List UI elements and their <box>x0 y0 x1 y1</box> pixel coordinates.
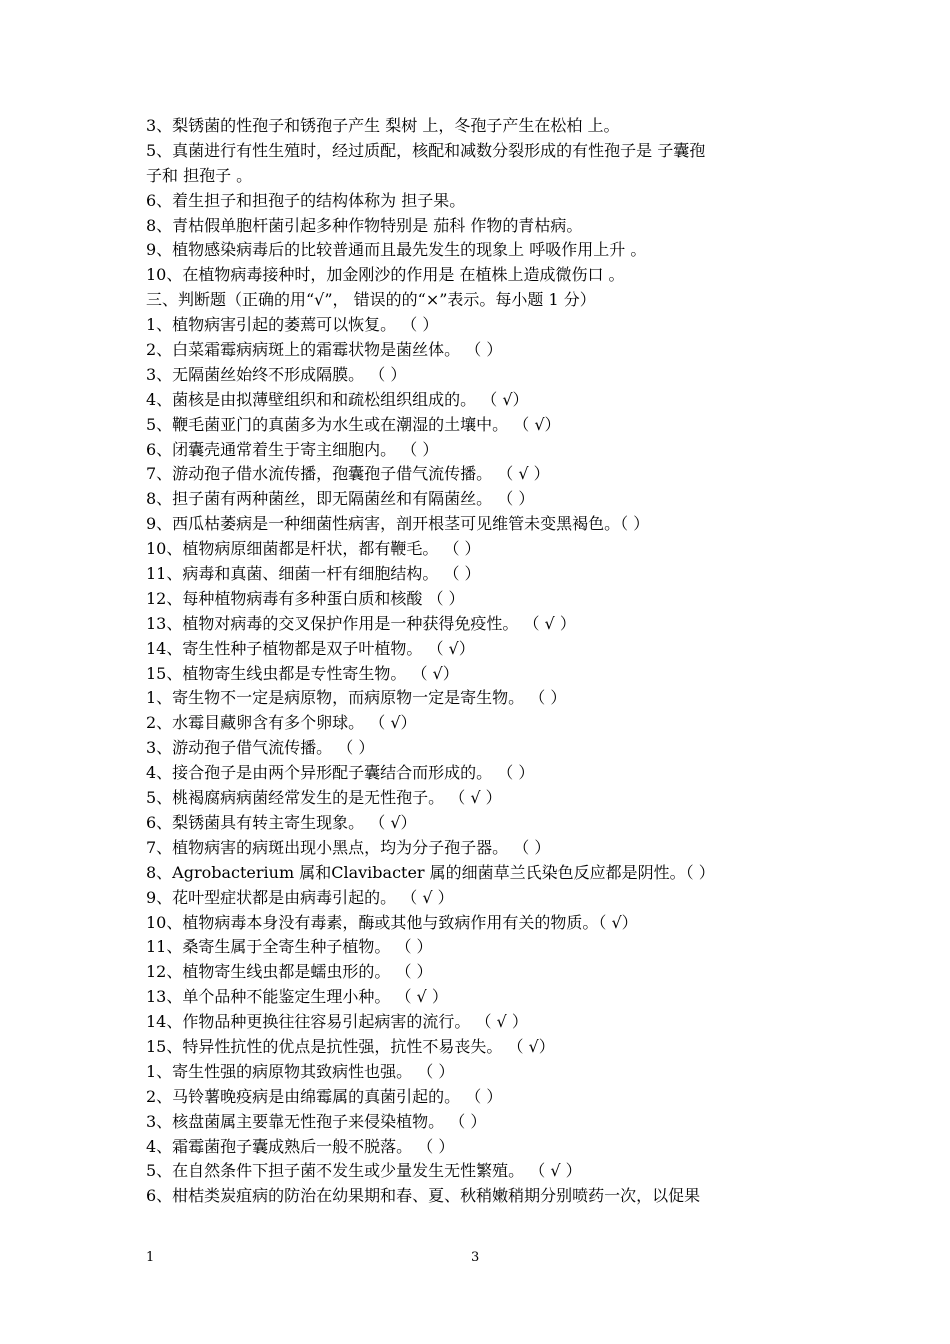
text-line: 9、西瓜枯萎病是一种细菌性病害，剖开根茎可见维管未变黑褐色。（ ） <box>146 514 650 534</box>
text-line: 9、植物感染病毒后的比较普通而且最先发生的现象上 呼吸作用上升 。 <box>146 240 647 260</box>
text-line: 3、梨锈菌的性孢子和锈孢子产生 梨树 上，冬孢子产生在松柏 上。 <box>146 116 620 135</box>
document-body <box>146 114 816 1209</box>
text-line: 子和 担孢子 。 <box>146 165 253 185</box>
text-line: 三、判断题（正确的用“√”， 错误的的“×”表示。每小题 1 分） <box>146 290 596 310</box>
text-line: 4、霜霉菌孢子囊成熟后一般不脱落。 （ ） <box>146 1136 455 1156</box>
text-line: 4、菌核是由拟薄壁组织和和疏松组织组成的。 （ √） <box>146 389 529 409</box>
text-line: 11、病毒和真菌、细菌一杆有细胞结构。 （ ） <box>146 564 481 584</box>
text-line: 5、桃褐腐病病菌经常发生的是无性孢子。 （ √ ） <box>146 788 502 808</box>
text-line: 5、鞭毛菌亚门的真菌多为水生或在潮湿的土壤中。 （ √） <box>146 414 561 434</box>
text-line: 13、单个品种不能鉴定生理小种。 （ √ ） <box>146 987 448 1007</box>
text-line: 13、植物对病毒的交叉保护作用是一种获得免疫性。 （ √ ） <box>146 613 576 633</box>
text-line: 2、白菜霜霉病病斑上的霜霉状物是菌丝体。 （ ） <box>146 340 503 360</box>
text-line: 8、担子菌有两种菌丝，即无隔菌丝和有隔菌丝。 （ ） <box>146 489 535 509</box>
text-line: 6、闭囊壳通常着生于寄主细胞内。 （ ） <box>146 439 439 459</box>
text-line: 11、桑寄生属于全寄生种子植物。 （ ） <box>146 937 433 957</box>
text-line: 10、在植物病毒接种时，加金刚沙的作用是 在植株上造成微伤口 。 <box>146 265 625 285</box>
text-line: 14、作物品种更换往往容易引起病害的流行。 （ √ ） <box>146 1012 528 1032</box>
text-line: 2、水霉目藏卵含有多个卵球。 （ √） <box>146 713 417 733</box>
text-line: 5、真菌进行有性生殖时，经过质配，核配和减数分裂形成的有性孢子是 子囊孢 <box>146 140 706 160</box>
text-line: 3、无隔菌丝始终不形成隔膜。 （ ） <box>146 364 407 384</box>
text-line: 6、梨锈菌具有转主寄生现象。 （ √） <box>146 812 417 832</box>
text-line: 12、植物寄生线虫都是蠕虫形的。 （ ） <box>146 962 433 982</box>
text-line: 15、植物寄生线虫都是专性寄生物。 （ √） <box>146 663 459 683</box>
text-line: 4、接合孢子是由两个异形配子囊结合而形成的。 （ ） <box>146 763 535 783</box>
text-line: 10、植物病原细菌都是杆状，都有鞭毛。 （ ） <box>146 539 481 559</box>
text-line: 3、游动孢子借气流传播。 （ ） <box>146 738 375 758</box>
page-number: 3 <box>471 1250 480 1265</box>
text-line: 7、游动孢子借水流传播，孢囊孢子借气流传播。 （ √ ） <box>146 464 550 484</box>
text-line: 10、植物病毒本身没有毒素，酶或其他与致病作用有关的物质。（ √） <box>146 912 638 932</box>
text-line: 7、植物病害的病斑出现小黑点，均为分子孢子器。 （ ） <box>146 837 551 857</box>
text-line: 8、青枯假单胞杆菌引起多种作物特别是 茄科 作物的青枯病。 <box>146 215 583 235</box>
text-line: 14、寄生性种子植物都是双子叶植物。 （ √） <box>146 638 475 658</box>
text-line: 1、植物病害引起的萎蔫可以恢复。 （ ） <box>146 315 439 335</box>
text-line: 2、马铃薯晚疫病是由绵霉属的真菌引起的。 （ ） <box>146 1086 503 1106</box>
text-line: 12、每种植物病毒有多种蛋白质和核酸 （ ） <box>146 588 465 608</box>
text-line: 15、特异性抗性的优点是抗性强，抗性不易丧失。 （ √） <box>146 1036 555 1056</box>
text-line: 6、着生担子和担孢子的结构体称为 担子果。 <box>146 190 466 210</box>
text-line: 6、柑桔类炭疽病的防治在幼果期和春、夏、秋稍嫩稍期分别喷药一次，以促果 <box>146 1186 701 1206</box>
text-line: 8、Agrobacterium 属和Clavibacter 属的细菌草兰氏染色反应都是阴性。（ ） <box>146 862 715 882</box>
footer-left-number: 1 <box>146 1250 155 1265</box>
text-line: 9、花叶型症状都是由病毒引起的。 （ √ ） <box>146 887 454 907</box>
text-line: 3、核盘菌属主要靠无性孢子来侵染植物。 （ ） <box>146 1111 487 1131</box>
text-line: 1、寄生性强的病原物其致病性也强。 （ ） <box>146 1061 455 1081</box>
text-line: 1、寄生物不一定是病原物，而病原物一定是寄生物。 （ ） <box>146 688 567 708</box>
text-line: 5、在自然条件下担子菌不发生或少量发生无性繁殖。 （ √ ） <box>146 1161 582 1181</box>
